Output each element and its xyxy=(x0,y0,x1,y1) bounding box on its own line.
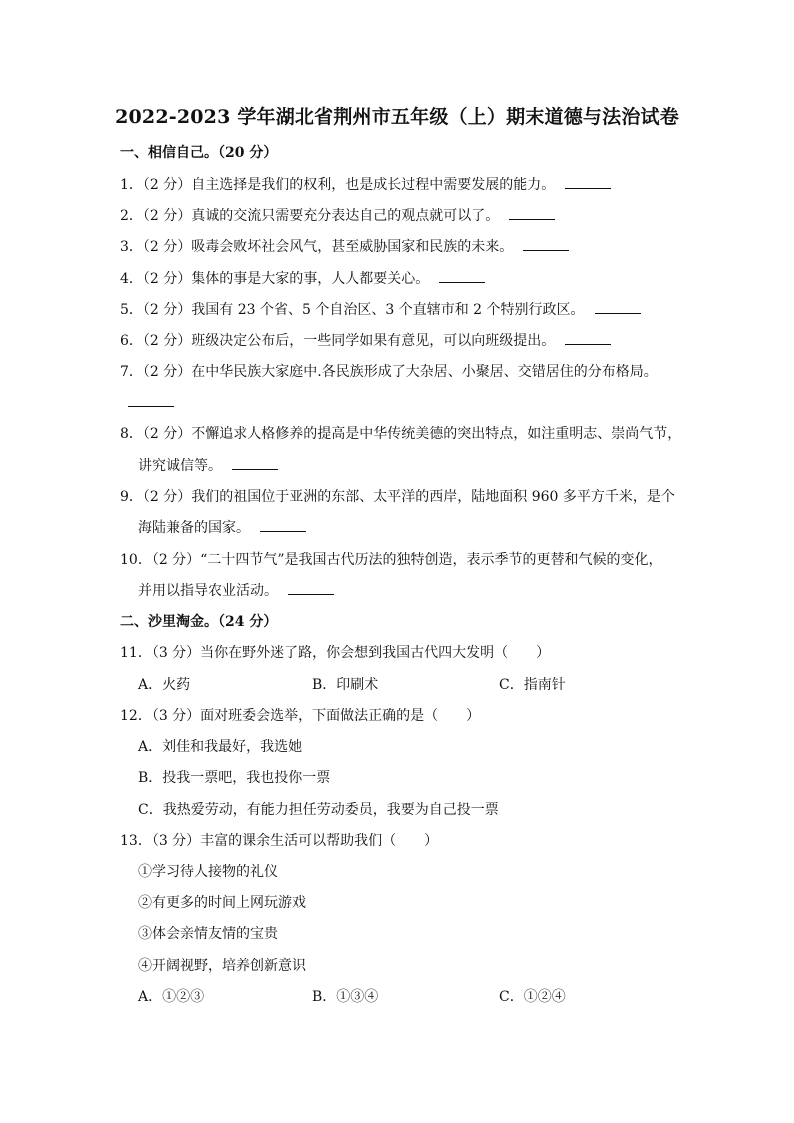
answer-blank[interactable] xyxy=(523,236,569,251)
question-11: 11．（3 分）当你在野外迷了路，你会想到我国古代四大发明（ ） xyxy=(120,645,551,661)
question-9-cont: 海陆兼备的国家。 xyxy=(138,517,306,539)
question-5: 5．（2 分）我国有 23 个省、5 个自治区、3 个直辖市和 2 个特别行政区。 xyxy=(120,299,641,321)
question-8: 8．（2 分）不懈追求人格修养的提高是中华传统美德的突出特点，如注重明志、崇尚气节， xyxy=(120,426,682,442)
question-3: 3．（2 分）吸毒会败坏社会风气，甚至威胁国家和民族的未来。 xyxy=(120,236,569,258)
question-2: 2．（2 分）真诚的交流只需要充分表达自己的观点就可以了。 xyxy=(120,205,555,227)
answer-blank[interactable] xyxy=(288,580,334,595)
question-8-cont: 讲究诚信等。 xyxy=(138,455,278,477)
q11-option-b[interactable]: B．印刷术 xyxy=(312,677,379,693)
question-10-cont: 并用以指导农业活动。 xyxy=(138,580,334,602)
q13-option-c[interactable]: C．①②④ xyxy=(499,989,566,1005)
question-13: 13．（3 分）丰富的课余生活可以帮助我们（ ） xyxy=(120,833,439,849)
q13-item-2: ②有更多的时间上网玩游戏 xyxy=(138,895,306,911)
q13-item-3: ③体会亲情友情的宝贵 xyxy=(138,926,278,942)
answer-blank[interactable] xyxy=(260,517,306,532)
q13-option-a[interactable]: A．①②③ xyxy=(138,989,205,1005)
question-9: 9．（2 分）我们的祖国位于亚洲的东部、太平洋的西岸，陆地面积 960 多平方千米，是个 xyxy=(120,489,675,505)
q12-option-b[interactable]: B．投我一票吧，我也投你一票 xyxy=(138,770,331,786)
q13-option-b[interactable]: B．①③④ xyxy=(312,989,379,1005)
answer-blank[interactable] xyxy=(509,205,555,220)
q11-option-c[interactable]: C．指南针 xyxy=(499,677,566,693)
answer-blank[interactable] xyxy=(565,330,611,345)
answer-blank[interactable] xyxy=(565,174,611,189)
q13-item-4: ④开阔视野，培养创新意识 xyxy=(138,958,306,974)
q11-option-a[interactable]: A．火药 xyxy=(138,677,191,693)
answer-blank[interactable] xyxy=(232,455,278,470)
answer-blank[interactable] xyxy=(595,299,641,314)
question-6: 6．（2 分）班级决定公布后，一些同学如果有意见，可以向班级提出。 xyxy=(120,330,611,352)
answer-blank[interactable] xyxy=(439,268,485,283)
question-10: 10．（2 分）“二十四节气”是我国古代历法的独特创造，表示季节的更替和气候的变化， xyxy=(120,552,663,568)
question-4: 4．（2 分）集体的事是大家的事，人人都要关心。 xyxy=(120,268,485,290)
q12-option-a[interactable]: A．刘佳和我最好，我选她 xyxy=(138,739,303,755)
answer-blank[interactable] xyxy=(128,392,174,407)
page-title: 2022-2023 学年湖北省荆州市五年级（上）期末道德与法治试卷 xyxy=(115,106,679,128)
question-7-blank-line xyxy=(128,392,174,414)
question-7: 7．（2 分）在中华民族大家庭中.各民族形成了大杂居、小聚居、交错居住的分布格局。 xyxy=(120,364,658,380)
section-heading-2: 二、沙里淘金。（24 分） xyxy=(120,614,278,630)
section-heading-1: 一、相信自己。（20 分） xyxy=(120,145,278,161)
q12-option-c[interactable]: C．我热爱劳动，有能力担任劳动委员，我要为自己投一票 xyxy=(138,802,499,818)
q13-item-1: ①学习待人接物的礼仪 xyxy=(138,864,278,880)
question-1: 1．（2 分）自主选择是我们的权利，也是成长过程中需要发展的能力。 xyxy=(120,174,611,196)
question-12: 12．（3 分）面对班委会选举，下面做法正确的是（ ） xyxy=(120,708,481,724)
